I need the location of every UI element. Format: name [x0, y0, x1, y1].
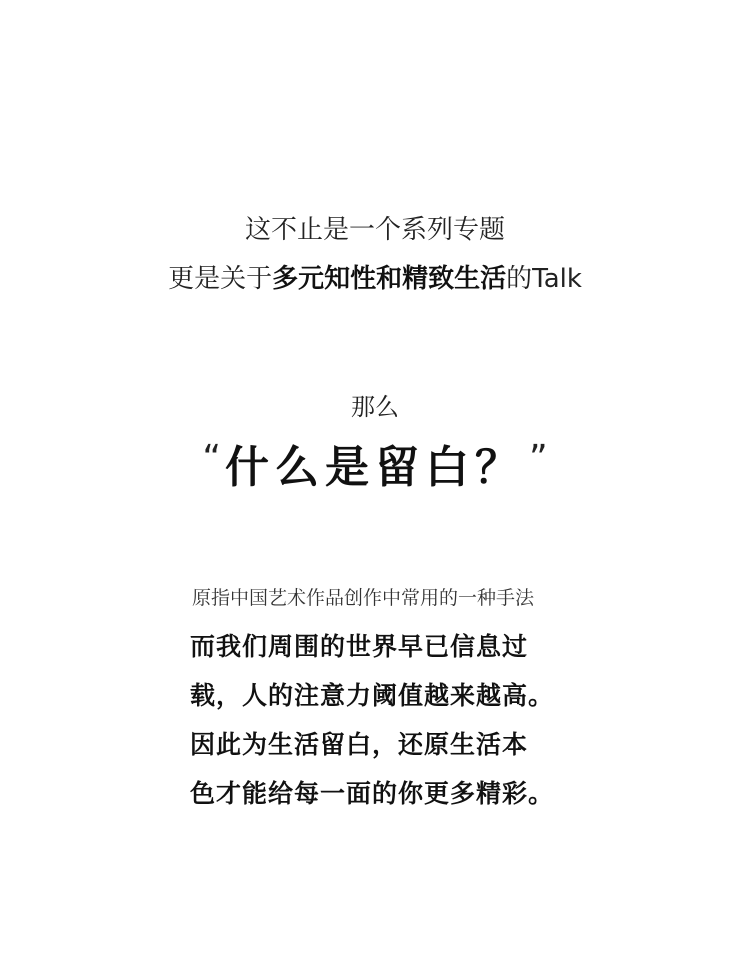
close-quote-mark: ” [529, 438, 548, 479]
open-quote-mark: “ [202, 438, 221, 479]
question-text: 什么是留白？ [225, 442, 525, 493]
body-paragraph [190, 622, 610, 818]
intro-line-2 [0, 262, 750, 296]
intro-line-2-suffix: 的Talk [506, 264, 582, 294]
intro-line-2-highlight: 多元知性和精致生活 [272, 264, 507, 294]
body-line: 载，人的注意力阈值越来越高。 [190, 681, 555, 710]
then-label: 那么 [351, 393, 399, 421]
body-line: 而我们周围的世界早已信息过 [190, 632, 529, 661]
definition-text: 原指中国艺术作品创作中常用的一种手法 [192, 587, 535, 609]
intro-line-1: 这不止是一个系列专题 [244, 215, 505, 245]
body-line: 色才能给每一面的你更多精彩。 [190, 779, 555, 808]
intro-line-2-prefix: 更是关于 [168, 264, 273, 294]
body-line: 因此为生活留白，还原生活本 [190, 730, 529, 759]
question-heading [0, 440, 750, 499]
